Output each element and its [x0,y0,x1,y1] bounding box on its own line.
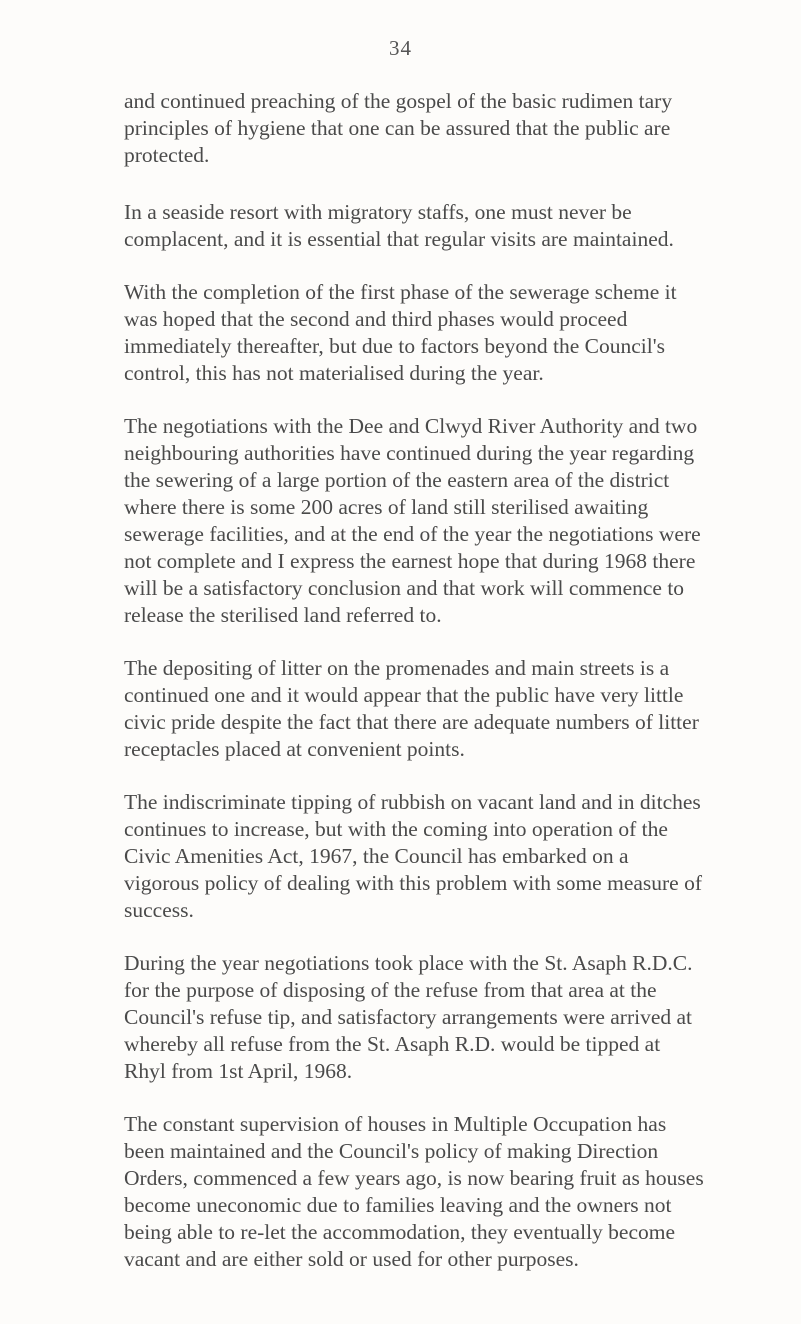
paragraph-river-authority: The negotiations with the Dee and Clwyd River Authority and two neighbouring authorities have continued during the year regarding the sewering of a large portion of the eastern area of the district where there is some 200 acres of land still sterilised awaiting sewerage facilities, and at the end of the year the negotiations were not complete and I express the earnest hope that during 1968 there will be a satisfactory conclusion and that work will commence to release the sterilised land referred to. [124,414,701,627]
paragraph-multiple-occupation: The constant supervision of houses in Multiple Occupation has been maintained and the Council's policy of making Direction Orders, commenced a few years ago, is now bearing fruit as houses become uneconomic due to families leaving and the owners not being able to re-let the accommodation, they eventually become vacant and are either sold or used for other purposes. [124,1112,704,1271]
paragraph-sewerage-scheme: With the completion of the first phase of the sewerage scheme it was hoped that the second and third phases would proceed immediately thereafter, but due to factors beyond the Council's control, this has not materialised during the year. [124,280,677,385]
paragraph-litter: The depositing of litter on the promenades and main streets is a continued one and it would appear that the public have very little civic pride despite the fact that there are adequate numbers of litter receptacles placed at convenient points. [124,656,699,761]
paragraph-hygiene: and continued preaching of the gospel of the basic rudimen tary principles of hygiene that one can be assured that the public are protected. [124,89,673,167]
paragraph-tipping: The indiscriminate tipping of rubbish on vacant land and in ditches continues to increase, but with the coming into operation of the Civic Amenities Act, 1967, the Council has embarked on a vigorous policy of dealing with this problem with some measure of success. [124,790,703,922]
paragraph-refuse-disposal: During the year negotiations took place with the St. Asaph R.D.C. for the purpose of disposing of the refuse from that area at the Council's refuse tip, and satisfactory arrangements were arrived at whereby all refuse from the St. Asaph R.D. would be tipped at Rhyl from 1st April, 1968. [124,951,693,1083]
page-number: 34 [389,36,412,60]
paragraph-seaside-resort: In a seaside resort with migratory staffs, one must never be complacent, and it is essential that regular visits are maintained. [124,200,674,251]
body-text [124,88,706,1299]
